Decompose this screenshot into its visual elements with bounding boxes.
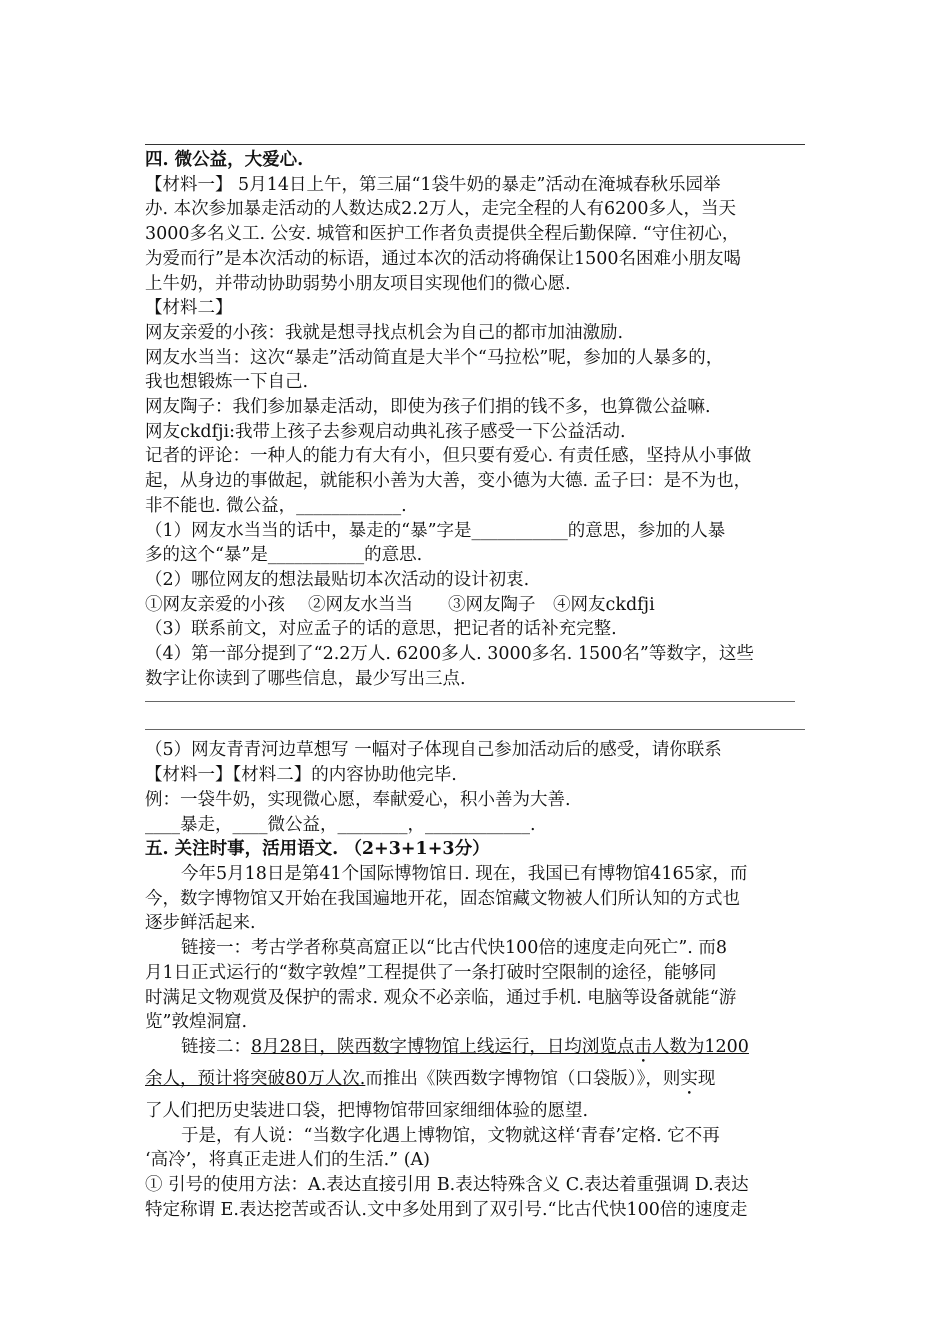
material-2-line: 起，从身边的事做起，就能积小善为大善，变小德为大德. 孟子曰：是不为也， [145,471,752,492]
material-1-line: 办. 本次参加暴走活动的人数达成2.2万人，走完全程的人有6200多人，当天 [145,199,736,220]
link-2-paragraph [145,1035,805,1124]
answer-line[interactable] [145,701,795,702]
paragraph-line: 于是，有人说：“当数字化遇上博物馆，文物就这样‘青春’定格. 它不再 [181,1125,720,1146]
question-line: 特定称谓 E.表达挖苦或否认.文中多处用到了双引号.“比古代快100倍的速度走 [145,1199,748,1220]
material-1-line: 上牛奶，并带动协助弱势小朋友项目实现他们的微心愿. [145,273,571,294]
material-1 [145,173,805,297]
material-2-label: 【材料二】 [145,298,233,319]
question-line: （2）哪位网友的想法最贴切本次活动的设计初衷. [145,569,530,590]
answer-line[interactable] [145,729,805,730]
paragraph-line: 今年5月18日是第41个国际博物馆日. 现在，我国已有博物馆4165家，而 [181,863,748,884]
material-2-line: 记者的评论：一种人的能力有大有小，但只要有爱心. 有责任感，坚持从小事做 [145,446,752,467]
material-2-line: 我也想锻炼一下自己. [145,372,309,393]
section-4-title: 四. 微公益，大爱心. [145,150,304,170]
question-options: ①网友亲爱的小孩 ②网友水当当 ③网友陶子 ④网友ckdfji [145,594,655,615]
question-quotes [145,1173,805,1222]
material-2-line: 网友水当当：这次“暴走”活动简直是大半个“马拉松”呢，参加的人暴多的， [145,347,724,368]
material-2-line: 网友ckdfji:我带上孩子去参观启动典礼孩子感受一下公益活动. [145,421,626,442]
paragraph-line: 了人们把历史装进口袋，把博物馆带回家细细体验的愿望. [145,1100,589,1121]
section-5-title: 五. 关注时事，活用语文. （2+3+1+3分） [145,839,490,860]
material-1-line: 【材料一】 5月14日上午，第三届“1袋牛奶的暴走”活动在淹城春秋乐园举 [145,174,721,195]
quote-paragraph [145,1124,805,1173]
material-2-line: 非不能也. 微公益，____________. [145,495,407,516]
intro-paragraph [145,862,805,936]
question-line: 【材料一】【材料二】的内容协助他完毕. [145,765,457,786]
material-1-line: 3000多名义工. 公安. 城管和医护工作者负责提供全程后勤保障. “守住初心， [145,224,740,245]
question-line: （1）网友水当当的话中，暴走的“暴”字是___________的意思，参加的人暴 [145,520,726,541]
underlined-text: 余人，预计将突破80万人次. [145,1068,366,1089]
material-2-line: 网友亲爱的小孩：我就是想寻找点机会为自己的都市加油激励. [145,322,624,343]
question-line: 数字让你读到了哪些信息，最少写出三点. [145,668,466,689]
paragraph-line [145,1067,805,1099]
underlined-text: 人数为1200 [651,1036,749,1057]
questions-1-4 [145,519,805,692]
question-line: （4）第一部分提到了“2.2万人. 6200多人. 3000多名. 1500名”等数字，这些 [145,644,754,665]
paragraph-line: ‘高冷’，将真正走进人们的生活.” (A) [145,1150,430,1171]
text-run: 链接二： [181,1036,251,1057]
dotted-char: 击 [634,1036,652,1057]
material-2 [145,321,805,519]
question-line: （5）网友青青河边草想写 一幅对子体现自己参加活动后的感受，请你联系 [145,740,722,761]
underlined-text: 8月28日，陕西数字博物馆上线运行，日均浏览点 [251,1036,635,1057]
paragraph-line: 月1日正式运行的“数字敦煌”工程提供了一条打破时空限制的途径，能够同 [145,962,717,983]
couplet-blanks[interactable]: ____暴走，____微公益，________，____________. [145,814,536,835]
material-2-line: 网友陶子：我们参加暴走活动，即使为孩子们捐的钱不多，也算微公益嘛. [145,397,711,418]
question-line: （3）联系前文，对应孟子的话的意思，把记者的话补充完整. [145,619,617,640]
question-line: 多的这个“暴”是___________的意思. [145,545,423,566]
link-1-paragraph [145,936,805,1035]
text-run: 而推出《陕西数字博物馆（口袋版）》，则 [365,1068,681,1089]
paragraph-line: 逐步鲜活起来. [145,913,256,934]
question-5 [145,738,805,837]
paragraph-line: 今，数字博物馆又开始在我国遍地开花，固态馆藏文物被人们所认知的方式也 [145,888,740,909]
material-1-line: 为爱而行”是本次活动的标语，通过本次的活动将确保让1500名困难小朋友喝 [145,248,741,269]
paragraph-line: 链接一：考古学者称莫高窟正以“比古代快100倍的速度走向死亡”. 而8 [181,938,728,959]
dotted-char: 实 [680,1068,698,1089]
paragraph-line: 览”敦煌洞窟. [145,1012,248,1033]
example-line: 例：一袋牛奶，实现微心愿，奉献爱心，积小善为大善. [145,789,571,810]
question-line: ① 引号的使用方法：A.表达直接引用 B.表达特殊含义 C.表达着重强调 D.表达 [145,1175,749,1196]
document-page [145,140,805,1222]
paragraph-line [145,1035,805,1067]
paragraph-line: 时满足文物观赏及保护的需求. 观众不必亲临，通过手机. 电脑等设备就能“游 [145,987,737,1008]
text-run: 现 [697,1068,716,1089]
